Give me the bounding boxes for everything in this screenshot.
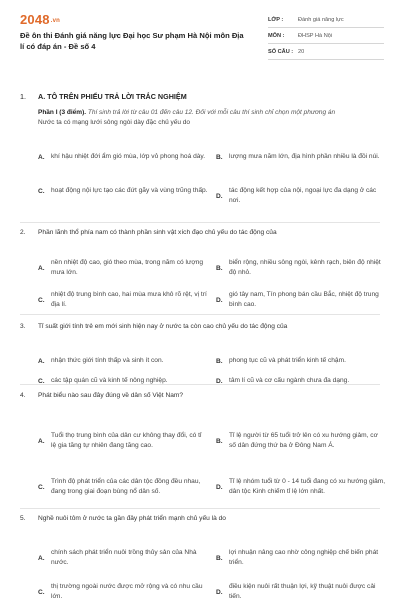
meta-value: Đánh giá năng lực [298,16,344,23]
question-2 [20,228,381,308]
question-stem [20,514,380,524]
option-letter: D. [216,192,223,200]
question-text: Tỉ suất giới tính trẻ em mới sinh hiện nay ở nước ta còn cao chủ yếu do tác động của [38,323,288,330]
option-text: Tỉ lệ nhóm tuổi từ 0 - 14 tuổi đang có xu hướng giảm, dân tộc Kinh chiếm tỉ lệ lớn nhất. [229,478,386,495]
option-text: lượng mưa năm lớn, địa hình phần nhiều là đồi núi. [229,153,380,160]
meta-key: LỚP : [268,16,284,23]
option-d[interactable] [216,290,386,310]
divider [20,384,380,385]
meta-key: MÔN : [268,32,285,39]
divider [20,222,380,223]
meta-value: ĐHSP Hà Nội [298,32,333,39]
question-stem [20,391,380,401]
option-text: thị trường ngoài nước được mở rộng và có nhu cầu lớn. [51,583,203,600]
option-c[interactable] [38,290,208,310]
option-letter: B. [216,153,223,161]
option-text: khí hậu nhiệt đới ẩm gió mùa, lớp vỏ phong hoá dày. [51,153,206,160]
option-text: nền nhiệt độ cao, gió theo mùa, trong năm có lượng mưa lớn. [51,259,204,276]
option-letter: A. [38,264,45,272]
option-b[interactable] [216,356,386,366]
section-title: A. TÔ TRÊN PHIẾU TRẢ LỜI TRẮC NGHIỆM [38,92,187,101]
exam-meta [268,12,384,60]
option-c[interactable] [38,186,208,196]
meta-row-count [268,44,384,60]
option-text: nhận thức giới tính thấp và sinh ít con. [51,357,164,364]
option-text: các tập quán cũ và kinh tế nông nghiệp. [51,377,168,384]
question-text: Nghề nuôi tôm ở nước ta gần đây phát triển mạnh chủ yếu là do [38,515,226,522]
option-letter: B. [216,554,223,562]
option-text: hoạt động nội lực tạo các đứt gãy và vùng trũng thấp. [51,187,208,194]
option-a[interactable] [38,258,208,278]
logo-suffix: .vn [50,17,61,24]
option-a[interactable] [38,152,208,162]
option-text: tác động kết hợp của nội, ngoại lực đa dạng ở các nơi. [229,187,377,204]
option-b[interactable] [216,152,386,162]
part-instructions [38,108,378,128]
divider [20,508,380,509]
option-letter: A. [38,357,45,365]
page-header [20,12,384,66]
option-text: Tỉ lệ người từ 65 tuổi trở lên có xu hướng giảm, cơ số dân đứng thứ ba ở Đông Nam Á. [229,432,378,449]
option-b[interactable] [216,431,386,451]
option-c[interactable] [38,582,208,602]
meta-row-subject [268,28,384,44]
option-text: Trình độ phát triển của các dân tộc đồng đều nhau, đang trong giai đoạn bùng nổ dân số. [51,478,201,495]
question-text: Phát biểu nào sau đây đúng về dân số Việt Nam? [38,392,184,399]
question-4 [20,391,386,495]
option-a[interactable] [38,356,208,366]
option-a[interactable] [38,548,208,568]
section-number: 1. [20,92,26,101]
question-stem [20,228,380,238]
option-letter: B. [216,437,223,445]
question-1-stem: Nước ta có mạng lưới sông ngòi dày đặc chủ yếu do [38,119,191,126]
option-letter: D. [216,588,223,596]
option-letter: D. [216,377,223,385]
question-5 [20,514,380,600]
option-letter: A. [38,153,45,161]
question-number: 5. [20,515,26,522]
option-letter: C. [38,483,45,491]
question-3 [20,322,380,385]
option-letter: B. [216,264,223,272]
option-text: biển rộng, nhiều sông ngòi, kênh rạch, biên độ nhiệt độ nhỏ. [229,259,381,276]
section-heading [20,92,380,101]
option-letter: C. [38,588,45,596]
option-d[interactable] [216,477,386,497]
divider [20,314,380,315]
meta-row-class [268,12,384,28]
option-letter: C. [38,296,45,304]
option-letter: D. [216,483,223,491]
option-text: Tuổi thọ trung bình của dân cư không thay đổi, có tỉ lệ gia tăng tự nhiên đang tăng cao. [51,432,202,449]
option-letter: A. [38,437,45,445]
option-text: chính sách phát triển nuôi trồng thủy sản của Nhà nước. [51,549,197,566]
question-number: 4. [20,392,26,399]
option-text: nhiệt độ trung bình cao, hai mùa mưa khô rõ rệt, vị trí địa lí. [51,291,207,308]
option-d[interactable] [216,582,386,602]
option-letter: D. [216,296,223,304]
question-text: Phần lãnh thổ phía nam có thành phần sinh vật xích đạo chủ yếu do tác động của [38,229,277,236]
option-text: phong tục cũ và phát triển kinh tế chậm. [229,357,346,364]
logo-text: 2048 [20,12,50,27]
part-label: Phần I (3 điểm). [38,109,87,116]
option-text: lợi nhuận nâng cao nhờ công nghiệp chế biến phát triển. [229,549,379,566]
option-letter: C. [38,377,45,385]
option-text: gió tây nam, Tín phong bán cầu Bắc, nhiệt độ trung bình cao. [229,291,379,308]
question-number: 3. [20,323,26,330]
option-c[interactable] [38,477,208,497]
option-b[interactable] [216,548,386,568]
site-logo[interactable] [20,12,60,27]
question-number: 2. [20,229,26,236]
option-b[interactable] [216,258,386,278]
meta-key: SỐ CÂU : [268,48,294,55]
option-letter: A. [38,554,45,562]
option-letter: B. [216,357,223,365]
meta-value: 20 [298,48,305,55]
question-stem [20,322,380,332]
option-a[interactable] [38,431,208,451]
option-d[interactable] [216,186,386,206]
option-text: điều kiện nuôi rất thuận lợi, kỹ thuật nuôi được cải tiến. [229,583,376,600]
exam-title: Đề ôn thi Đánh giá năng lực Đại học Sư phạm Hà Nội môn Địa lí có đáp án - Đề số 4 [20,31,244,51]
option-text: tâm lí cũ và cơ cấu ngành chưa đa dạng. [229,377,350,384]
part-instruction: Thí sinh trả lời từ câu 01 đến câu 12. Đối với mỗi câu thí sinh chỉ chọn một phương án [87,109,336,116]
option-letter: C. [38,187,45,195]
